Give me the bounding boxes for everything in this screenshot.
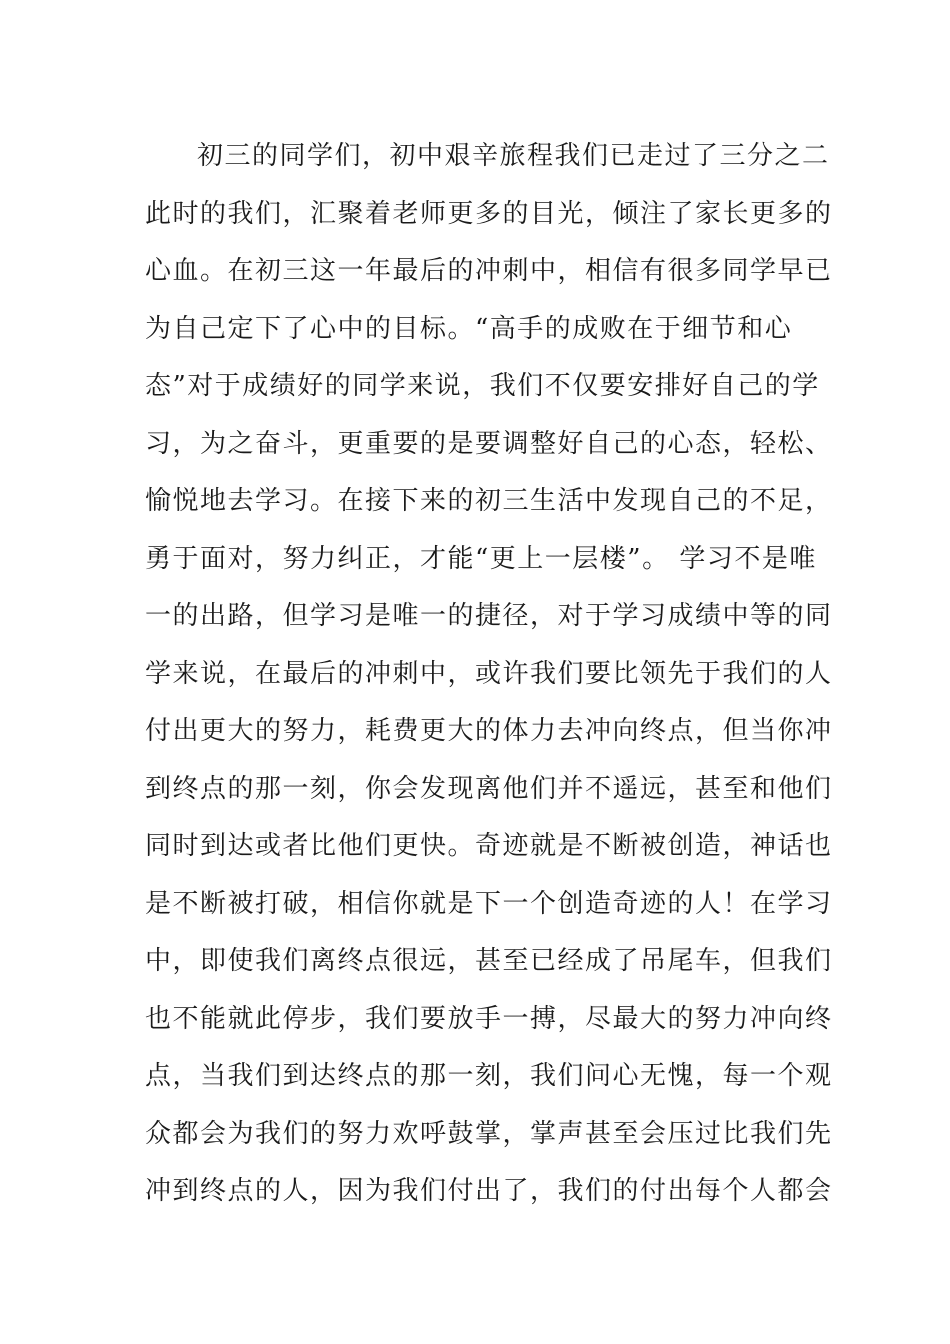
text-line: 初三的同学们，初中艰辛旅程我们已走过了三分之二 [197,141,830,171]
text-line: 是不断被打破，相信你就是下一个创造奇迹的人！在学习 [145,888,833,919]
text-line: 勇于面对，努力纠正，才能“更上一层楼”。 学习不是唯 [145,543,817,574]
text-line: 也不能就此停步，我们要放手一搏，尽最大的努力冲向终 [145,1003,833,1034]
text-line: 一的出路，但学习是唯一的捷径，对于学习成绩中等的同 [145,601,833,631]
text-line: 众都会为我们的努力欢呼鼓掌，掌声甚至会压过比我们先 [145,1118,833,1149]
body-paragraph [145,128,833,1221]
text-line: 点，当我们到达终点的那一刻，我们问心无愧，每一个观 [145,1061,833,1091]
text-line: 态”对于成绩好的同学来说，我们不仅要安排好自己的学 [145,371,820,401]
text-line: 付出更大的努力，耗费更大的体力去冲向终点，但当你冲 [145,716,833,746]
text-line: 此时的我们，汇聚着老师更多的目光，倾注了家长更多的 [145,198,833,229]
text-line: 习，为之奋斗，更重要的是要调整好自己的心态，轻松、 [145,428,833,459]
text-line: 中，即使我们离终点很远，甚至已经成了吊尾车，但我们 [145,946,833,976]
text-line: 愉悦地去学习。在接下来的初三生活中发现自己的不足， [145,486,833,516]
text-line: 为自己定下了心中的目标。“高手的成败在于细节和心 [145,313,793,344]
text-line: 冲到终点的人，因为我们付出了，我们的付出每个人都会 [145,1176,833,1206]
text-line: 学来说，在最后的冲刺中，或许我们要比领先于我们的人 [145,658,833,689]
text-line: 心血。在初三这一年最后的冲刺中，相信有很多同学早已 [145,256,833,286]
text-line: 到终点的那一刻，你会发现离他们并不遥远，甚至和他们 [145,773,833,804]
text-line: 同时到达或者比他们更快。奇迹就是不断被创造，神话也 [145,831,833,861]
